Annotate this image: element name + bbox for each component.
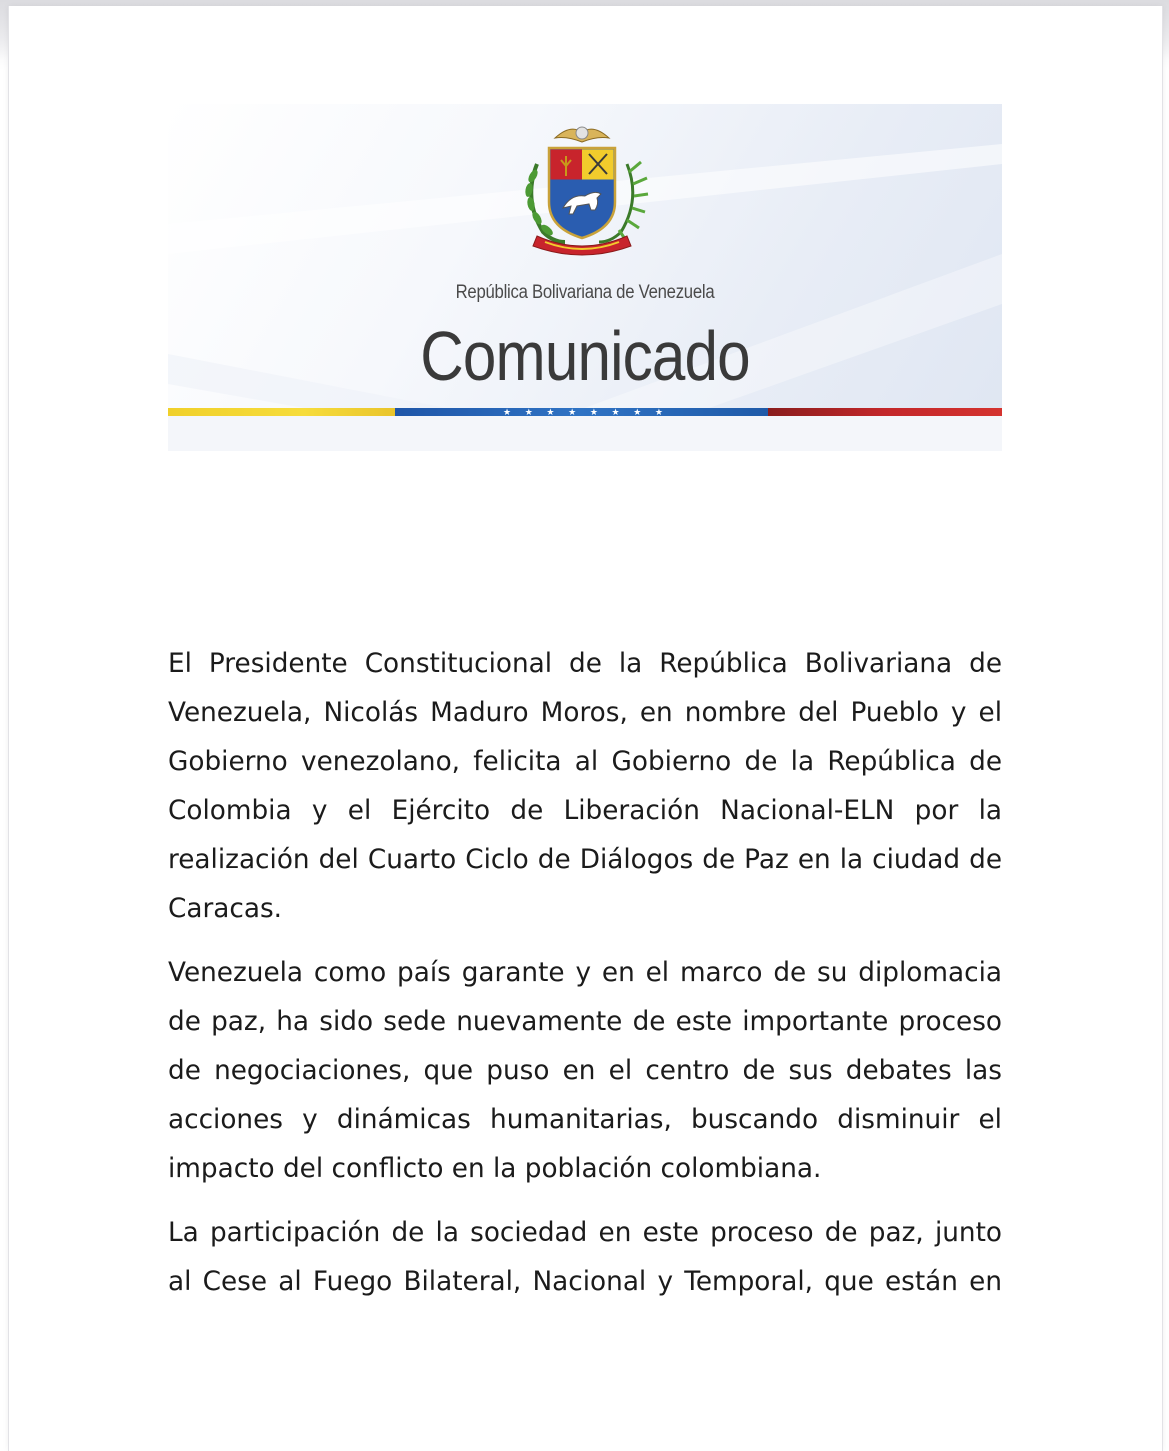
republic-name: República Bolivariana de Venezuela bbox=[455, 282, 715, 303]
communique-banner bbox=[168, 104, 1002, 451]
star-icon: ★ bbox=[524, 407, 533, 417]
flag-yellow-stripe bbox=[168, 408, 395, 416]
star-icon: ★ bbox=[611, 407, 620, 417]
star-icon: ★ bbox=[633, 407, 642, 417]
flag-stars bbox=[503, 405, 663, 419]
star-icon: ★ bbox=[546, 407, 555, 417]
document-page[interactable] bbox=[8, 6, 1163, 1451]
star-icon: ★ bbox=[654, 407, 663, 417]
paragraph: La participación de la sociedad en este proceso de paz, junto al Cese al Fuego Bilateral, Nacional y Temporal, que están en bbox=[168, 1218, 1002, 1297]
star-icon: ★ bbox=[568, 407, 577, 417]
coat-of-arms-icon bbox=[515, 124, 649, 262]
paragraph: El Presidente Constitucional de la República Bolivariana de Venezuela, Nicolás Maduro Moros, en nombre del Pueblo y el Gobierno venezolano, felicita al Gobierno de la República de Colombia y el Ejército de Liberación Nacional-ELN por la realización del Cuarto Ciclo de Diálogos de Paz en la ciudad de Caracas. bbox=[168, 649, 1002, 924]
communique-body bbox=[168, 640, 1002, 1322]
star-icon: ★ bbox=[503, 407, 512, 417]
flag-red-stripe bbox=[768, 408, 1002, 416]
paragraph: Venezuela como país garante y en el marco de su diplomacia de paz, ha sido sede nuevamente de este importante proceso de negociaciones, que puso en el centro de sus debates las acciones y dinámicas humanitarias, buscando disminuir el impacto del conflicto en la población colombiana. bbox=[168, 958, 1002, 1184]
flag-blue-stripe bbox=[395, 408, 768, 416]
flag-bar bbox=[168, 408, 1002, 416]
page-title: Comunicado bbox=[420, 317, 750, 395]
star-icon: ★ bbox=[589, 407, 598, 417]
